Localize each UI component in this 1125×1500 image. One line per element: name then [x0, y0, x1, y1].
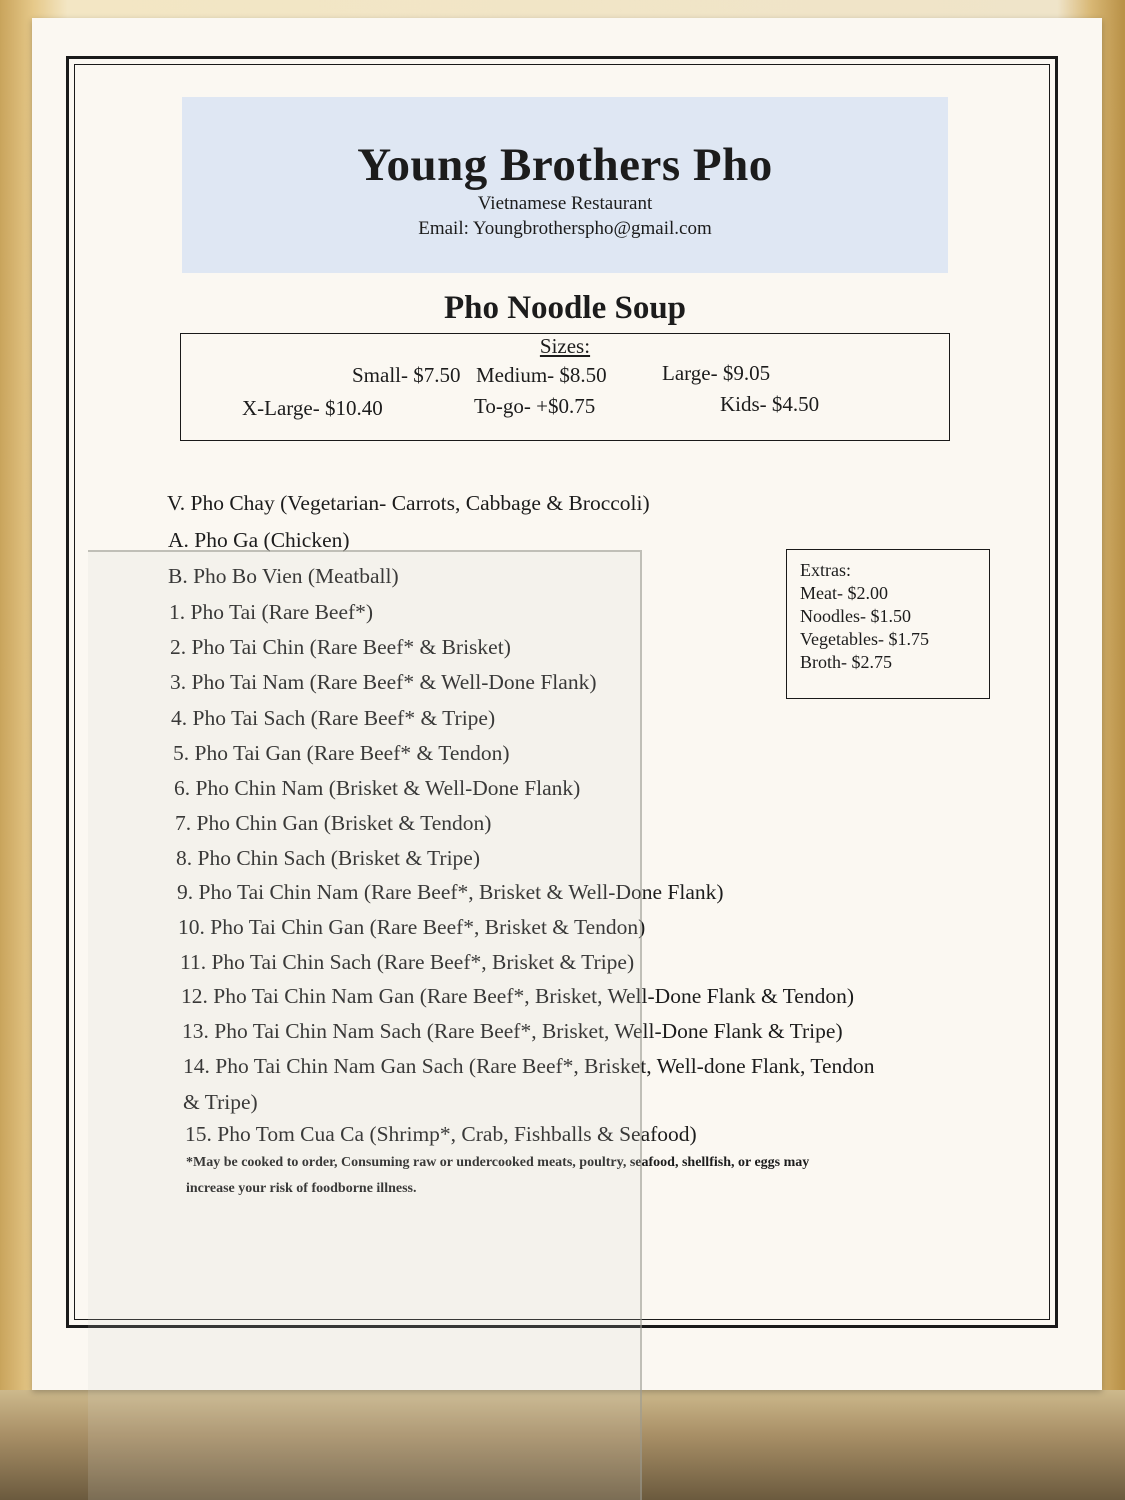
extras-item: Vegetables- $1.75	[800, 629, 929, 649]
restaurant-type: Vietnamese Restaurant	[477, 193, 653, 214]
sizes-heading: Sizes:	[539, 334, 591, 358]
menu-item: 10. Pho Tai Chin Gan (Rare Beef*, Brisket & Tendon)	[178, 915, 646, 939]
menu-item: B. Pho Bo Vien (Meatball)	[168, 564, 399, 588]
menu-item: 11. Pho Tai Chin Sach (Rare Beef*, Brisket & Tripe)	[180, 950, 635, 974]
size-togo: To-go- +$0.75	[474, 394, 596, 418]
size-kids: Kids- $4.50	[720, 392, 820, 416]
menu-item-continued: & Tripe)	[183, 1090, 258, 1114]
menu-item: 9. Pho Tai Chin Nam (Rare Beef*, Brisket & Well-Done Flank)	[177, 880, 724, 904]
section-title: Pho Noodle Soup	[443, 290, 687, 326]
restaurant-email: Email: Youngbrotherspho@gmail.com	[418, 218, 712, 239]
menu-item: 15. Pho Tom Cua Ca (Shrimp*, Crab, Fishballs & Seafood)	[185, 1122, 697, 1146]
size-medium: Medium- $8.50	[476, 363, 607, 387]
disclaimer-line: increase your risk of foodborne illness.	[186, 1181, 417, 1196]
extras-item: Meat- $2.00	[800, 583, 888, 603]
menu-item: 14. Pho Tai Chin Nam Gan Sach (Rare Beef*, Brisket, Well-done Flank, Tendon	[183, 1054, 875, 1078]
extras-item: Noodles- $1.50	[800, 606, 911, 626]
menu-item: V. Pho Chay (Vegetarian- Carrots, Cabbage & Broccoli)	[167, 491, 650, 515]
size-small: Small- $7.50	[352, 363, 461, 387]
menu-item: 6. Pho Chin Nam (Brisket & Well-Done Flank)	[174, 776, 581, 800]
menu-item: 13. Pho Tai Chin Nam Sach (Rare Beef*, Brisket, Well-Done Flank & Tripe)	[182, 1019, 843, 1043]
menu-item: 1. Pho Tai (Rare Beef*)	[169, 600, 374, 624]
restaurant-name: Young Brothers Pho	[357, 139, 773, 191]
menu-item: A. Pho Ga (Chicken)	[168, 528, 350, 552]
menu-item: 2. Pho Tai Chin (Rare Beef* & Brisket)	[170, 635, 511, 659]
extras-item: Broth- $2.75	[800, 652, 892, 672]
menu-item: 5. Pho Tai Gan (Rare Beef* & Tendon)	[173, 741, 510, 765]
menu-item: 4. Pho Tai Sach (Rare Beef* & Tripe)	[171, 706, 496, 730]
size-large: Large- $9.05	[662, 361, 771, 385]
acrylic-stand-base	[0, 1390, 1125, 1500]
menu-item: 8. Pho Chin Sach (Brisket & Tripe)	[176, 846, 481, 870]
size-xlarge: X-Large- $10.40	[242, 396, 383, 420]
menu-item: 12. Pho Tai Chin Nam Gan (Rare Beef*, Brisket, Well-Done Flank & Tendon)	[181, 984, 854, 1008]
menu-item: 7. Pho Chin Gan (Brisket & Tendon)	[175, 811, 492, 835]
disclaimer-line: *May be cooked to order, Consuming raw or undercooked meats, poultry, seafood, shellfish, or eggs may	[186, 1155, 810, 1170]
extras-heading: Extras:	[800, 560, 851, 580]
menu-item: 3. Pho Tai Nam (Rare Beef* & Well-Done Flank)	[170, 670, 597, 694]
